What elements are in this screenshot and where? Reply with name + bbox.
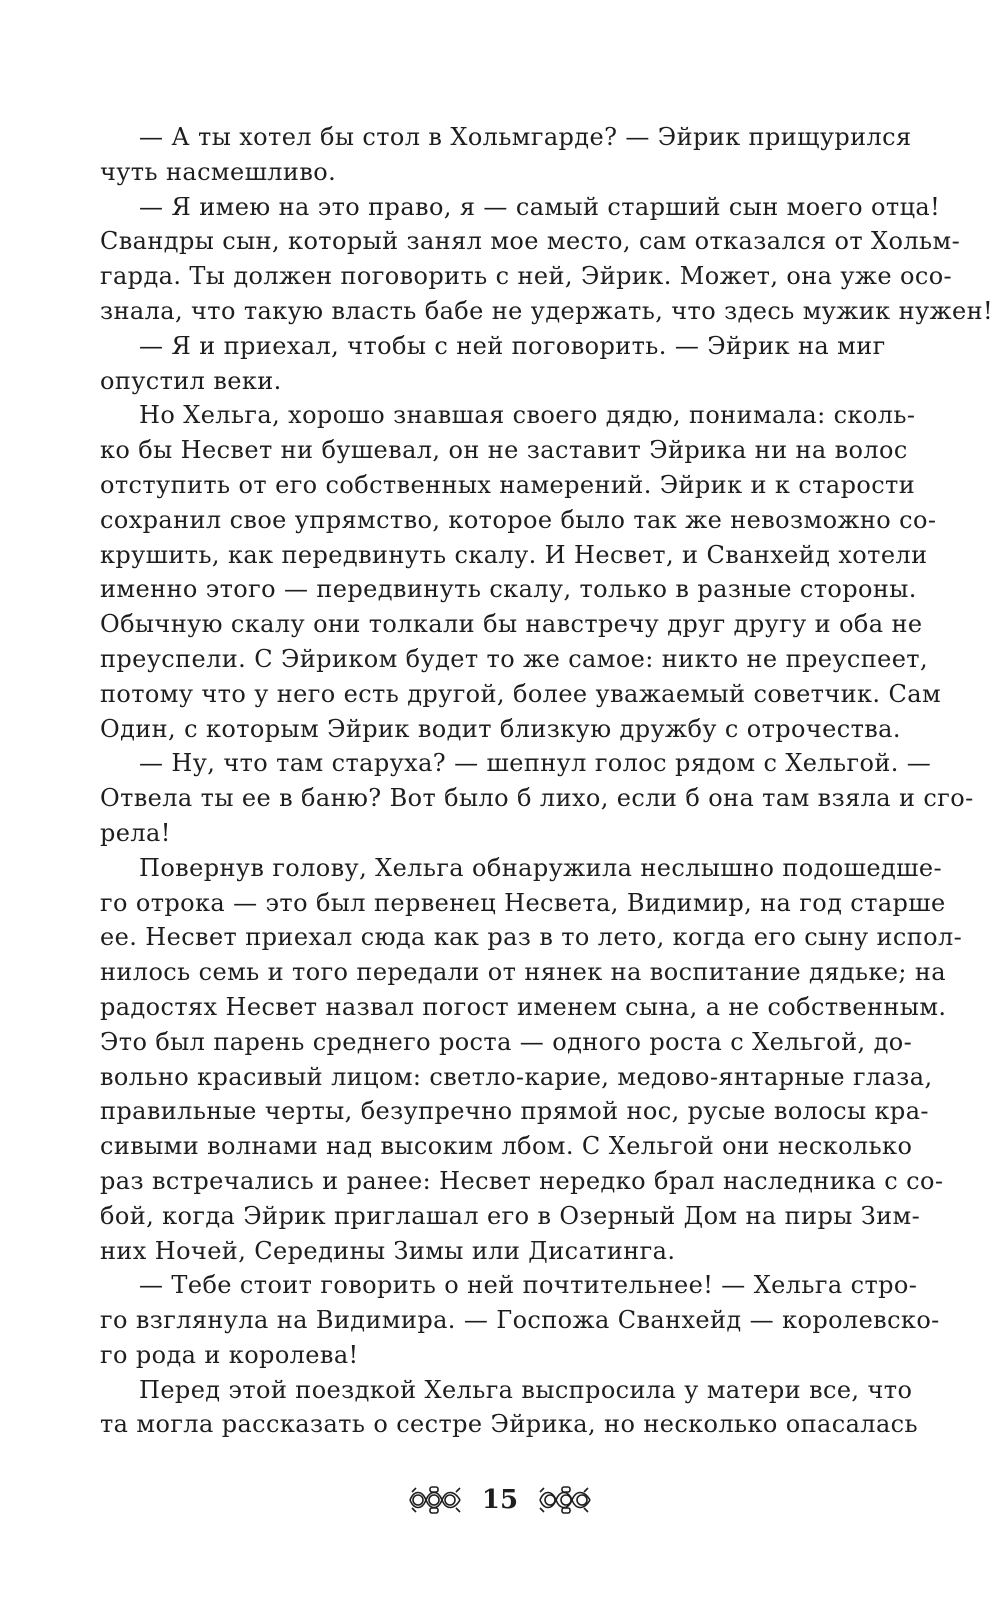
text-line: именно этого — передвинуть скалу, только в разные стороны. [100, 575, 917, 604]
celtic-knot-ornament-icon [536, 1484, 594, 1516]
text-line: отступить от его собственных намерений. Эйрик и к старости [100, 470, 916, 499]
text-line: Перед этой поездкой Хельга выспросила у матери все, что [139, 1375, 913, 1404]
text-line: правильные черты, безупречно прямой нос, русые волосы кра- [100, 1097, 929, 1126]
text-line: ко бы Несвет ни бушевал, он не заставит Эйрика ни на волос [100, 436, 908, 465]
body-text [100, 120, 994, 1442]
text-line: Отвела ты ее в баню? Вот было б лихо, если б она там взяла и сго- [100, 784, 974, 813]
text-line: — Я и приехал, чтобы с ней поговорить. — Эйрик на миг [139, 331, 886, 360]
text-line: Свандры сын, который занял мое место, сам отказался от Хольм- [100, 227, 961, 256]
text-line: потому что у него есть другой, более уважаемый советчик. Сам [100, 679, 942, 708]
text-line: го взглянула на Видимира. — Госпожа Сванхейд — королевско- [100, 1306, 940, 1335]
text-line: Но Хельга, хорошо знавшая своего дядю, понимала: сколь- [139, 401, 916, 430]
text-line: чуть насмешливо. [100, 157, 337, 186]
text-line: преуспели. С Эйриком будет то же самое: никто не преуспеет, [100, 644, 928, 673]
text-line: сивыми волнами над высоким лбом. С Хельгой они несколько [100, 1132, 913, 1161]
text-line: Это был парень среднего роста — одного роста с Хельгой, до- [100, 1027, 913, 1056]
text-line: го отрока — это был первенец Несвета, Видимир, на год старше [100, 888, 946, 917]
text-line: радостях Несвет назвал погост именем сына, а не собственным. [100, 992, 947, 1021]
text-line: рела! [100, 818, 171, 847]
text-line: Обычную скалу они толкали бы навстречу друг другу и оба не [100, 610, 923, 639]
celtic-knot-ornament-icon [406, 1484, 464, 1516]
text-line: раз встречались и ранее: Несвет нередко брал наследника с со- [100, 1166, 944, 1195]
text-line: вольно красивый лицом: светло-карие, медово-янтарные глаза, [100, 1062, 933, 1091]
text-line: ее. Несвет приехал сюда как раз в то лето, когда его сыну испол- [100, 923, 963, 952]
page-footer [0, 1478, 1000, 1522]
text-line: опустил веки. [100, 366, 282, 395]
text-line: нилось семь и того передали от нянек на воспитание дядьке; на [100, 958, 947, 987]
text-line: та могла рассказать о сестре Эйрика, но несколько опасалась [100, 1410, 918, 1439]
text-line: — А ты хотел бы стол в Хольмгарде? — Эйрик прищурился [139, 123, 912, 151]
text-line: — Я имею на это право, я — самый старший сын моего отца! [139, 192, 941, 221]
page-number: 15 [481, 1485, 519, 1515]
text-line: — Ну, что там старуха? — шепнул голос рядом с Хельгой. — [139, 749, 932, 778]
text-line: го рода и королева! [100, 1340, 359, 1369]
text-line: сохранил свое упрямство, которое было так же невозможно со- [100, 505, 937, 534]
text-line: крушить, как передвинуть скалу. И Несвет, и Сванхейд хотели [100, 540, 928, 569]
text-line: них Ночей, Середины Зимы или Дисатинга. [100, 1236, 676, 1265]
text-line: знала, что такую власть бабе не удержать, что здесь мужик нужен! [100, 296, 994, 325]
text-line: гарда. Ты должен поговорить с ней, Эйрик. Может, она уже осо- [100, 262, 953, 291]
text-line: Один, с которым Эйрик водит близкую дружбу с отрочества. [100, 714, 901, 743]
text-line: Повернув голову, Хельга обнаружила неслышно подошедше- [139, 853, 942, 882]
text-line: — Тебе стоит говорить о ней почтительнее! — Хельга стро- [139, 1271, 918, 1300]
text-line: бой, когда Эйрик приглашал его в Озерный Дом на пиры Зим- [100, 1201, 921, 1230]
